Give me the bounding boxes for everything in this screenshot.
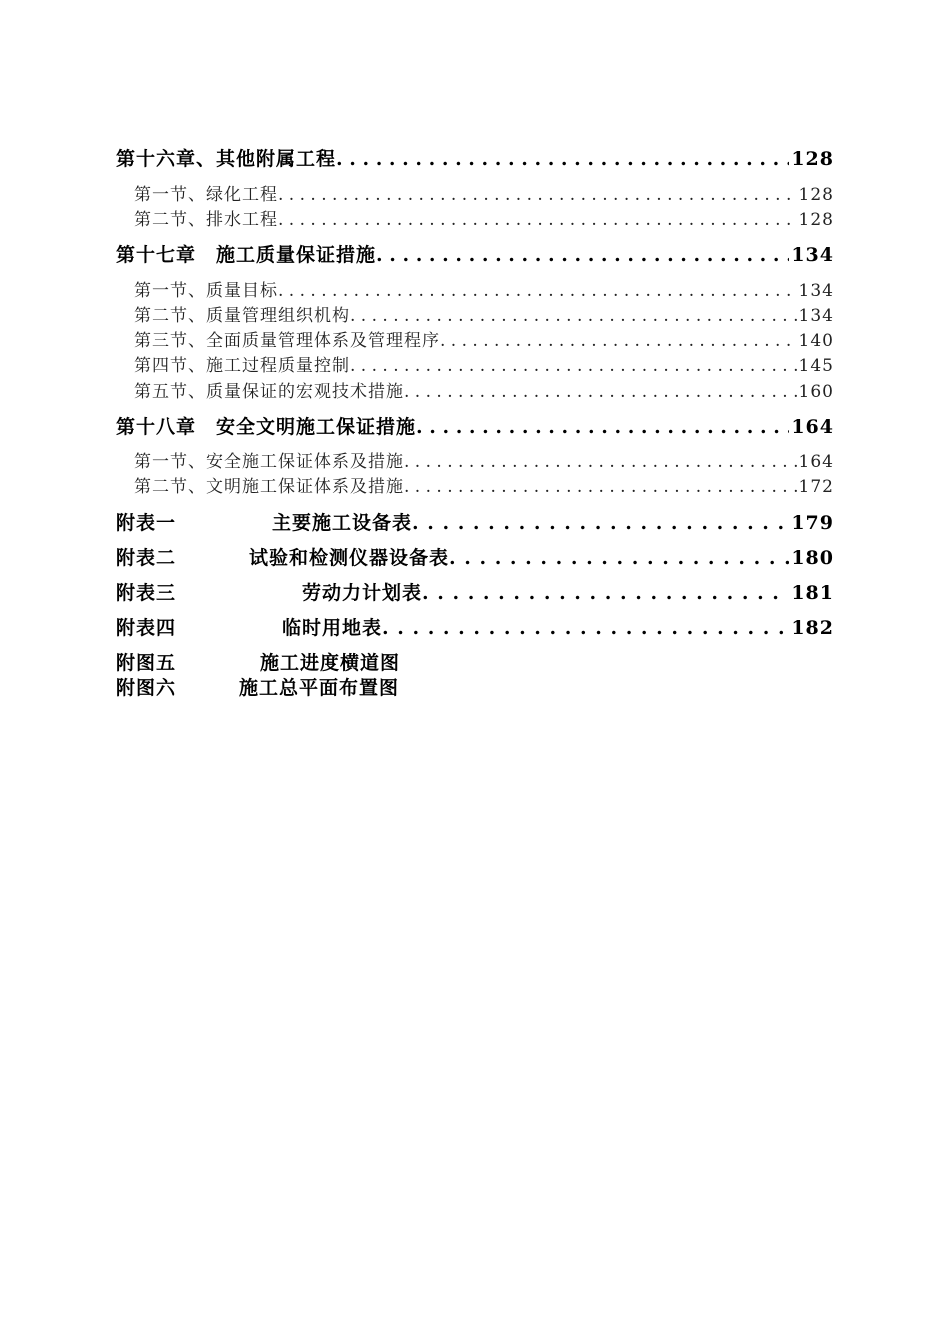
toc-appendix-label: 附图五 (116, 652, 177, 674)
toc-chapter-16[interactable] (116, 144, 834, 171)
toc-page-number: 134 (798, 306, 834, 326)
toc-leader-dots (278, 185, 797, 205)
toc-entry-title: 施工总平面布置图 (239, 677, 400, 699)
toc-entry-title: 主要施工设备表 (272, 512, 413, 534)
toc-page-number: 160 (798, 382, 834, 402)
toc-entry-title: 第五节、质量保证的宏观技术措施 (134, 382, 404, 402)
toc-page-number: 181 (791, 582, 834, 604)
toc-entry-title: 第一节、绿化工程 (134, 185, 278, 205)
toc-leader-dots (404, 452, 797, 472)
toc-entry-title: 第三节、全面质量管理体系及管理程序 (134, 331, 440, 351)
toc-page-number: 140 (798, 331, 834, 351)
toc-page-number: 128 (798, 185, 834, 205)
toc-appendix-figure-6[interactable] (116, 673, 399, 700)
toc-section-17-5[interactable] (116, 377, 834, 402)
toc-leader-dots (376, 244, 789, 266)
toc-section-17-2[interactable] (116, 301, 834, 326)
toc-page-number: 180 (791, 547, 834, 569)
toc-appendix-label: 附表一 (116, 512, 177, 534)
toc-appendix-figure-5[interactable] (116, 648, 400, 675)
toc-leader-dots (278, 210, 797, 230)
toc-leader-dots (336, 148, 789, 170)
toc-appendix-label: 附表四 (116, 617, 177, 639)
toc-entry-title: 第四节、施工过程质量控制 (134, 356, 350, 376)
toc-entry-title: 第十七章 施工质量保证措施 (116, 244, 377, 266)
toc-section-18-2[interactable] (116, 472, 834, 497)
toc-chapter-17[interactable] (116, 240, 834, 267)
toc-page-number: 134 (791, 244, 834, 266)
toc-section-17-1[interactable] (116, 276, 834, 301)
toc-chapter-18[interactable] (116, 412, 834, 439)
toc-entry-title: 劳动力计划表 (302, 582, 423, 604)
toc-leader-dots (416, 416, 789, 438)
toc-entry-title: 第一节、安全施工保证体系及措施 (134, 452, 404, 472)
toc-entry-title: 试验和检测仪器设备表 (249, 547, 450, 569)
toc-page-number: 164 (791, 416, 834, 438)
toc-leader-dots (422, 582, 789, 604)
toc-entry-title: 第一节、质量目标 (134, 281, 278, 301)
toc-page-number: 182 (791, 617, 834, 639)
toc-entry-title: 第二节、质量管理组织机构 (134, 306, 350, 326)
toc-entry-title: 第二节、文明施工保证体系及措施 (134, 477, 404, 497)
toc-leader-dots (350, 356, 797, 376)
toc-page-number: 179 (791, 512, 834, 534)
toc-entry-title: 第十八章 安全文明施工保证措施 (116, 416, 417, 438)
toc-entry-title: 施工进度横道图 (260, 652, 401, 674)
toc-page-number: 145 (798, 356, 834, 376)
toc-entry-title: 第十六章、其他附属工程 (116, 148, 337, 170)
toc-entry-title: 临时用地表 (282, 617, 383, 639)
toc-section-18-1[interactable] (116, 447, 834, 472)
toc-leader-dots (404, 382, 797, 402)
toc-leader-dots (412, 512, 789, 534)
toc-page-number: 128 (798, 210, 834, 230)
toc-appendix-table-3[interactable] (116, 578, 834, 605)
toc-appendix-table-4[interactable] (116, 613, 834, 640)
toc-appendix-table-2[interactable] (116, 543, 834, 570)
toc-appendix-label: 附图六 (116, 677, 177, 699)
toc-page-number: 134 (798, 281, 834, 301)
toc-page-number: 164 (798, 452, 834, 472)
toc-section-16-1[interactable] (116, 180, 834, 205)
toc-leader-dots (350, 306, 797, 326)
toc-entry-title: 第二节、排水工程 (134, 210, 278, 230)
toc-leader-dots (278, 281, 797, 301)
toc-appendix-table-1[interactable] (116, 508, 834, 535)
toc-leader-dots (440, 331, 797, 351)
toc-appendix-label: 附表二 (116, 547, 177, 569)
toc-leader-dots (449, 547, 789, 569)
toc-section-17-3[interactable] (116, 326, 834, 351)
toc-appendix-label: 附表三 (116, 582, 177, 604)
toc-section-16-2[interactable] (116, 205, 834, 230)
toc-page-number: 128 (791, 148, 834, 170)
toc-leader-dots (382, 617, 789, 639)
toc-section-17-4[interactable] (116, 351, 834, 376)
toc-page-number: 172 (798, 477, 834, 497)
toc-leader-dots (404, 477, 797, 497)
